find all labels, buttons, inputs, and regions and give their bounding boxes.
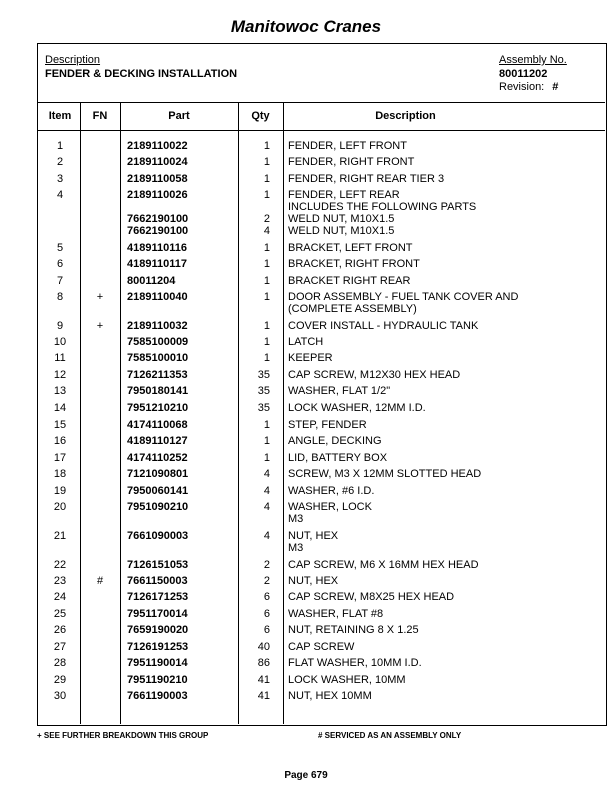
item-cell: 19 xyxy=(53,485,67,497)
part-number-cell: 80011204 xyxy=(127,275,176,287)
revision-label: Revision: xyxy=(499,81,545,93)
description-label: Description xyxy=(45,54,101,66)
item-cell: 27 xyxy=(53,641,67,653)
item-cell: 24 xyxy=(53,591,67,603)
qty-cell: 1 xyxy=(263,291,270,303)
description-cell: FLAT WASHER, 10MM I.D. xyxy=(288,657,422,669)
part-number-cell: 7662190100 xyxy=(127,213,189,225)
item-cell: 8 xyxy=(56,291,64,303)
item-cell: 30 xyxy=(53,690,67,702)
description-cell: LOCK WASHER, 12MM I.D. xyxy=(288,402,426,414)
description-cell: WASHER, #6 I.D. xyxy=(288,485,375,497)
part-number-cell: 7585100009 xyxy=(127,336,189,348)
qty-cell: 4 xyxy=(263,485,270,497)
item-cell: 7 xyxy=(56,275,64,287)
footnote-hash: # SERVICED AS AN ASSEMBLY ONLY xyxy=(318,731,462,740)
description-cell: NUT, HEX 10MM xyxy=(288,690,372,702)
qty-cell: 4 xyxy=(263,468,270,480)
part-number-cell: 7126191253 xyxy=(127,641,189,653)
part-number-cell: 4174110252 xyxy=(127,452,188,464)
item-cell: 3 xyxy=(56,173,64,185)
description-cell: NUT, RETAINING 8 X 1.25 xyxy=(288,624,419,636)
description-cell: BRACKET, RIGHT FRONT xyxy=(288,258,420,270)
part-number-cell: 7126151053 xyxy=(127,559,189,571)
item-cell: 29 xyxy=(53,674,67,686)
description-value: FENDER & DECKING INSTALLATION xyxy=(45,68,238,80)
item-cell: 14 xyxy=(53,402,67,414)
part-number-cell: 4189110116 xyxy=(127,242,187,254)
qty-cell: 2 xyxy=(263,213,270,225)
part-number-cell: 2189110024 xyxy=(127,156,188,168)
col-header-qty: Qty xyxy=(251,110,270,122)
item-cell: 6 xyxy=(56,258,64,270)
item-cell: 5 xyxy=(56,242,64,254)
description-cell: NUT, HEX M3 xyxy=(288,530,339,554)
col-header-description: Description xyxy=(375,110,436,122)
item-cell: 15 xyxy=(53,419,67,431)
qty-cell: 4 xyxy=(263,501,270,513)
qty-cell: 1 xyxy=(263,336,270,348)
qty-cell: 1 xyxy=(263,320,270,332)
item-cell: 18 xyxy=(53,468,67,480)
part-number-cell: 2189110032 xyxy=(127,320,188,332)
part-number-cell: 7659190020 xyxy=(127,624,189,636)
item-cell: 20 xyxy=(53,501,67,513)
description-cell: BRACKET, LEFT FRONT xyxy=(288,242,413,254)
revision-value: # xyxy=(552,81,559,93)
column-divider xyxy=(80,102,81,724)
item-cell: 25 xyxy=(53,608,67,620)
column-divider xyxy=(120,102,121,724)
qty-cell: 1 xyxy=(263,242,270,254)
qty-cell: 41 xyxy=(257,690,270,702)
part-number-cell: 7950180141 xyxy=(127,385,189,397)
part-number-cell: 7951210210 xyxy=(127,402,189,414)
part-number-cell: 7951190210 xyxy=(127,674,188,686)
part-number-cell: 7951190014 xyxy=(127,657,188,669)
part-number-cell: 7951090210 xyxy=(127,501,189,513)
qty-cell: 4 xyxy=(263,530,270,542)
assembly-value: 80011202 xyxy=(499,68,548,80)
fn-cell: + xyxy=(96,320,104,332)
assembly-label: Assembly No. xyxy=(499,54,567,66)
description-cell: WASHER, FLAT 1/2" xyxy=(288,385,391,397)
part-number-cell: 2189110022 xyxy=(127,140,188,152)
qty-cell: 1 xyxy=(263,435,270,447)
description-cell: DOOR ASSEMBLY - FUEL TANK COVER AND (COMPLETE ASSEMBLY) xyxy=(288,291,519,315)
description-cell: SCREW, M3 X 12MM SLOTTED HEAD xyxy=(288,468,482,480)
fn-cell: # xyxy=(96,575,104,587)
footnote-plus: + SEE FURTHER BREAKDOWN THIS GROUP xyxy=(37,731,209,740)
item-cell: 26 xyxy=(53,624,67,636)
description-cell: BRACKET RIGHT REAR xyxy=(288,275,411,287)
description-cell: CAP SCREW xyxy=(288,641,355,653)
qty-cell: 1 xyxy=(263,258,270,270)
item-cell: 9 xyxy=(56,320,64,332)
qty-cell: 4 xyxy=(263,225,270,237)
column-header-divider xyxy=(38,130,605,131)
item-cell: 21 xyxy=(53,530,67,542)
part-number-cell: 2189110026 xyxy=(127,189,188,201)
header-divider xyxy=(38,102,605,103)
qty-cell: 6 xyxy=(263,591,270,603)
description-cell: STEP, FENDER xyxy=(288,419,367,431)
qty-cell: 2 xyxy=(263,575,270,587)
description-cell: ANGLE, DECKING xyxy=(288,435,382,447)
part-number-cell: 7662190100 xyxy=(127,225,189,237)
part-number-cell: 2189110040 xyxy=(127,291,188,303)
qty-cell: 35 xyxy=(257,369,270,381)
part-number-cell: 7126211353 xyxy=(127,369,188,381)
description-cell: FENDER, LEFT FRONT xyxy=(288,140,407,152)
part-number-cell: 7661090003 xyxy=(127,530,189,542)
qty-cell: 2 xyxy=(263,559,270,571)
part-number-cell: 7126171253 xyxy=(127,591,189,603)
item-cell: 1 xyxy=(56,140,64,152)
description-cell: CAP SCREW, M8X25 HEX HEAD xyxy=(288,591,455,603)
qty-cell: 6 xyxy=(263,624,270,636)
item-cell: 23 xyxy=(53,575,67,587)
col-header-part: Part xyxy=(168,110,190,122)
description-cell: WELD NUT, M10X1.5 xyxy=(288,225,395,237)
description-cell: LATCH xyxy=(288,336,324,348)
item-cell: 12 xyxy=(53,369,67,381)
fn-cell: + xyxy=(96,291,104,303)
description-cell: LID, BATTERY BOX xyxy=(288,452,388,464)
qty-cell: 1 xyxy=(263,352,270,364)
description-cell: CAP SCREW, M12X30 HEX HEAD xyxy=(288,369,461,381)
item-cell: 17 xyxy=(53,452,67,464)
description-cell: LOCK WASHER, 10MM xyxy=(288,674,406,686)
col-header-fn: FN xyxy=(92,110,108,122)
description-cell: WELD NUT, M10X1.5 xyxy=(288,213,395,225)
qty-cell: 1 xyxy=(263,173,270,185)
qty-cell: 6 xyxy=(263,608,270,620)
part-number-cell: 4189110127 xyxy=(127,435,188,447)
item-cell: 4 xyxy=(56,189,64,201)
item-cell: 11 xyxy=(54,352,66,364)
col-header-item: Item xyxy=(48,110,72,122)
qty-cell: 41 xyxy=(257,674,270,686)
qty-cell: 35 xyxy=(257,402,270,414)
description-cell: FENDER, RIGHT REAR TIER 3 xyxy=(288,173,445,185)
description-cell: COVER INSTALL - HYDRAULIC TANK xyxy=(288,320,479,332)
item-cell: 22 xyxy=(53,559,67,571)
description-cell: FENDER, LEFT REAR INCLUDES THE FOLLOWING PARTS xyxy=(288,189,477,213)
qty-cell: 1 xyxy=(263,419,270,431)
item-cell: 10 xyxy=(53,336,67,348)
description-cell: WASHER, LOCK M3 xyxy=(288,501,372,525)
qty-cell: 1 xyxy=(263,275,270,287)
description-cell: FENDER, RIGHT FRONT xyxy=(288,156,415,168)
item-cell: 2 xyxy=(56,156,64,168)
part-number-cell: 7121090801 xyxy=(127,468,189,480)
page-title: Manitowoc Cranes xyxy=(230,17,382,36)
qty-cell: 1 xyxy=(263,140,270,152)
page-number: Page 679 xyxy=(284,770,328,781)
part-number-cell: 4174110068 xyxy=(127,419,188,431)
parts-table-box xyxy=(37,43,607,726)
part-number-cell: 7951170014 xyxy=(127,608,188,620)
qty-cell: 86 xyxy=(257,657,270,669)
item-cell: 13 xyxy=(53,385,67,397)
part-number-cell: 2189110058 xyxy=(127,173,188,185)
description-cell: NUT, HEX xyxy=(288,575,339,587)
part-number-cell: 7585100010 xyxy=(127,352,189,364)
description-cell: KEEPER xyxy=(288,352,333,364)
qty-cell: 1 xyxy=(263,156,270,168)
qty-cell: 1 xyxy=(263,189,270,201)
item-cell: 28 xyxy=(53,657,67,669)
qty-cell: 1 xyxy=(263,452,270,464)
description-cell: CAP SCREW, M6 X 16MM HEX HEAD xyxy=(288,559,479,571)
revision xyxy=(499,81,558,93)
part-number-cell: 7661150003 xyxy=(127,575,188,587)
qty-cell: 35 xyxy=(257,385,270,397)
part-number-cell: 7661190003 xyxy=(127,690,188,702)
part-number-cell: 7950060141 xyxy=(127,485,189,497)
column-divider xyxy=(283,102,284,724)
part-number-cell: 4189110117 xyxy=(127,258,187,270)
description-cell: WASHER, FLAT #8 xyxy=(288,608,384,620)
item-cell: 16 xyxy=(53,435,67,447)
qty-cell: 40 xyxy=(257,641,270,653)
